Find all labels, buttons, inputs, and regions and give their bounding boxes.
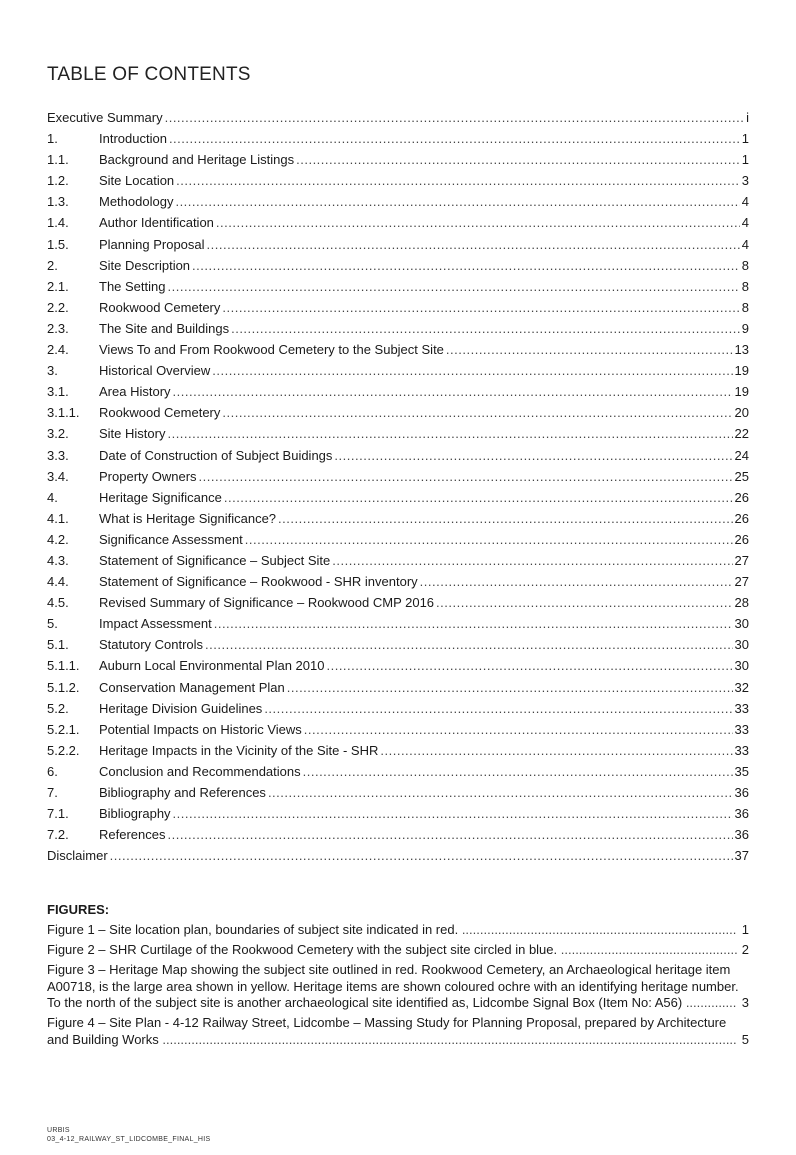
toc-entry-page: 33	[734, 742, 749, 758]
toc-entry-label: Views To and From Rookwood Cemetery to the Subject Site	[99, 342, 444, 358]
toc-entry-page: 3	[741, 173, 749, 189]
dot-leader: ...............................................................................................................................................................	[158, 1031, 737, 1047]
dot-leader	[212, 360, 732, 381]
toc-entry-number: 4.5.	[47, 595, 69, 611]
figure-entry[interactable]	[47, 922, 749, 939]
toc-entry-number: 3.4.	[47, 468, 69, 484]
toc-entry-label: Introduction	[99, 131, 167, 147]
toc-entry[interactable]	[47, 824, 749, 845]
toc-entry-number: 1.	[47, 131, 58, 147]
toc-entry-label: Author Identification	[99, 215, 214, 231]
toc-entry-number: 5.1.2.	[47, 679, 80, 695]
toc-entry[interactable]	[47, 740, 749, 761]
toc-entry[interactable]	[47, 297, 749, 318]
toc-entry-number: 3.	[47, 363, 58, 379]
toc-entry-number: 7.2.	[47, 827, 69, 843]
toc-entry-number: 7.1.	[47, 806, 69, 822]
toc-entry-label: Site Description	[99, 257, 191, 273]
toc-entry-number: 3.1.1.	[47, 405, 80, 421]
footer-company: URBIS	[47, 1127, 70, 1134]
dot-leader	[326, 655, 732, 676]
toc-entry-label: Site Location	[99, 173, 175, 189]
toc-entry-page: 27	[734, 574, 749, 590]
dot-leader	[169, 128, 740, 149]
toc-entry[interactable]	[47, 761, 749, 782]
toc-entry-label: Conservation Management Plan	[99, 679, 285, 695]
toc-entry-label: Background and Heritage Listings	[99, 152, 295, 168]
toc-entry-page: 27	[734, 552, 749, 568]
toc-entry[interactable]	[47, 803, 749, 824]
toc-entry[interactable]	[47, 571, 749, 592]
toc-entry-page: 28	[734, 595, 749, 611]
dot-leader	[205, 634, 732, 655]
figure-entry-text: Figure 1 – Site location plan, boundaries of subject site indicated in red.	[47, 922, 459, 937]
toc-entry-page: 25	[734, 468, 749, 484]
toc-entry[interactable]	[47, 677, 749, 698]
page-title: TABLE OF CONTENTS	[47, 64, 251, 85]
toc-entry-label: Significance Assessment	[99, 531, 243, 547]
toc-entry-page: 33	[734, 721, 749, 737]
toc-entry-page: 22	[734, 426, 749, 442]
dot-leader	[224, 487, 733, 508]
toc-entry-label: Impact Assessment	[99, 616, 212, 632]
toc-entry-label: Heritage Significance	[99, 489, 222, 505]
toc-entry-number: 4.2.	[47, 531, 69, 547]
toc-entry[interactable]	[47, 487, 749, 508]
figure-entry-page: 1	[741, 922, 749, 937]
figure-entry[interactable]	[47, 962, 749, 1012]
toc-entry-page: 19	[734, 363, 749, 379]
toc-entry[interactable]	[47, 128, 749, 149]
toc-entry-label: Bibliography	[99, 806, 171, 822]
toc-entry-number: 3.1.	[47, 384, 69, 400]
toc-entry-label: The Site and Buildings	[99, 320, 230, 336]
toc-entry[interactable]	[47, 402, 749, 423]
toc-entry-page: 30	[734, 637, 749, 653]
toc-entry[interactable]	[47, 170, 749, 191]
figure-entry-page: 5	[741, 1031, 749, 1047]
toc-entry-number: 1.2.	[47, 173, 69, 189]
toc-entry-number: 3.3.	[47, 447, 69, 463]
toc-entry-label: Rookwood Cemetery	[99, 405, 221, 421]
toc-entry-number: 1.1.	[47, 152, 69, 168]
figure-entry[interactable]	[47, 942, 749, 959]
dot-leader	[173, 381, 733, 402]
toc-entry[interactable]	[47, 719, 749, 740]
toc-entry-number: 4.4.	[47, 574, 69, 590]
figure-entry-text: Figure 4 – Site Plan - 4-12 Railway Street, Lidcombe – Massing Study for Planning Proposal, prepared by Architecture and Building Works	[47, 1015, 727, 1047]
toc-entry[interactable]	[47, 276, 749, 297]
figure-entry-page: 2	[741, 942, 749, 957]
toc-entry-page: 30	[734, 616, 749, 632]
dot-leader	[165, 107, 745, 128]
dot-leader	[303, 761, 733, 782]
toc-entry-page: 36	[734, 785, 749, 800]
toc-entry-number: 2.4.	[47, 342, 69, 358]
toc-entry-page: 9	[741, 320, 749, 336]
toc-entry-number: 2.1.	[47, 278, 69, 294]
dot-leader	[199, 466, 733, 487]
toc-entry-label: Statement of Significance – Subject Site	[99, 552, 331, 568]
toc-entry-label: Auburn Local Environmental Plan 2010	[99, 658, 325, 674]
toc-entry-label: Heritage Division Guidelines	[99, 700, 263, 716]
dot-leader	[222, 402, 732, 423]
toc-entry-number: 2.2.	[47, 299, 69, 315]
toc-entry-page: 13	[734, 342, 749, 358]
figures-heading: FIGURES:	[47, 902, 110, 917]
dot-leader	[231, 318, 740, 339]
toc-entry-label: Executive Summary	[47, 110, 163, 125]
toc-entry-number: 5.	[47, 616, 58, 632]
toc-entry[interactable]	[47, 550, 749, 571]
toc-entry-number: 5.1.	[47, 637, 69, 653]
dot-leader: .................................................	[557, 942, 738, 957]
toc-entry-label: References	[99, 827, 166, 843]
dot-leader	[168, 276, 740, 297]
dot-leader	[268, 782, 733, 803]
toc-entry-page: 35	[734, 763, 749, 779]
toc-entry-page: 24	[734, 447, 749, 463]
toc-entry-number: 1.3.	[47, 194, 69, 210]
page-footer	[47, 1126, 210, 1144]
toc-entry[interactable]	[47, 149, 749, 170]
toc-entry-number: 4.1.	[47, 510, 69, 526]
toc-entry-number: 7.	[47, 785, 58, 800]
figure-entry-text: Figure 2 – SHR Curtilage of the Rookwood Cemetery with the subject site circled in blue.	[47, 942, 558, 957]
toc-entry[interactable]	[47, 318, 749, 339]
table-of-contents	[47, 107, 749, 866]
toc-entry-page: i	[746, 110, 749, 125]
dot-leader	[167, 423, 732, 444]
dot-leader	[192, 255, 740, 276]
dot-leader	[436, 592, 732, 613]
dot-leader	[446, 339, 733, 360]
toc-entry-label: Area History	[99, 384, 171, 400]
toc-entry-number: 2.3.	[47, 320, 69, 336]
toc-entry[interactable]	[47, 466, 749, 487]
dot-leader	[175, 191, 739, 212]
toc-entry-label: Conclusion and Recommendations	[99, 763, 301, 779]
toc-entry-label: Property Owners	[99, 468, 197, 484]
toc-entry-page: 36	[734, 827, 749, 843]
toc-entry[interactable]	[47, 634, 749, 655]
toc-entry-number: 5.2.	[47, 700, 69, 716]
toc-entry-number: 2.	[47, 257, 58, 273]
toc-entry-page: 8	[741, 278, 749, 294]
toc-entry[interactable]	[47, 529, 749, 550]
dot-leader	[222, 297, 739, 318]
document-page	[47, 0, 749, 1155]
toc-entry-label: The Setting	[99, 278, 166, 294]
toc-entry[interactable]	[47, 613, 749, 634]
dot-leader	[110, 845, 733, 866]
figure-entry-page: 3	[741, 995, 749, 1010]
dot-leader	[176, 170, 740, 191]
toc-entry[interactable]	[47, 234, 749, 255]
toc-entry-label: Methodology	[99, 194, 174, 210]
toc-entry-number: 4.3.	[47, 552, 69, 568]
toc-entry[interactable]	[47, 423, 749, 444]
toc-entry-number: 5.1.1.	[47, 658, 80, 674]
toc-entry[interactable]	[47, 845, 749, 866]
toc-entry-page: 33	[734, 700, 749, 716]
toc-entry-label: Revised Summary of Significance – Rookwood CMP 2016	[99, 595, 435, 611]
toc-entry[interactable]	[47, 698, 749, 719]
dot-leader	[245, 529, 733, 550]
toc-entry-number: 5.2.2.	[47, 742, 80, 758]
toc-entry-page: 26	[734, 531, 749, 547]
toc-entry-number: 6.	[47, 763, 58, 779]
toc-entry-label: Planning Proposal	[99, 236, 205, 252]
toc-entry[interactable]	[47, 107, 749, 128]
toc-entry-page: 37	[734, 848, 749, 864]
dot-leader	[173, 803, 733, 824]
toc-entry[interactable]	[47, 782, 749, 803]
toc-entry[interactable]	[47, 592, 749, 613]
figure-entry-text: Figure 3 – Heritage Map showing the subject site outlined in red. Rookwood Cemetery, an Archaeological heritage item A00718, is the large area shown in yellow. Heritage items are shown coloured ochre with an identifying heritage number. To the north of the subject site is another archaeological site identified as, Lidcombe Signal Box (Item No: A56)	[47, 962, 739, 1010]
toc-entry[interactable]	[47, 339, 749, 360]
dot-leader	[420, 571, 733, 592]
toc-entry-page: 26	[734, 510, 749, 526]
toc-entry[interactable]	[47, 191, 749, 212]
toc-entry-number: 1.4.	[47, 215, 69, 231]
figures-list	[47, 922, 749, 1052]
toc-entry-label: Heritage Impacts in the Vicinity of the Site - SHR	[99, 742, 379, 758]
toc-entry-page: 36	[734, 806, 749, 822]
dot-leader	[214, 613, 733, 634]
toc-entry-page: 4	[741, 194, 749, 210]
toc-entry-label: Statutory Controls	[99, 637, 204, 653]
dot-leader	[304, 719, 733, 740]
toc-entry-page: 4	[741, 215, 749, 231]
toc-entry-label: Historical Overview	[99, 363, 211, 379]
toc-entry-label: What is Heritage Significance?	[99, 510, 277, 526]
toc-entry-number: 3.2.	[47, 426, 69, 442]
footer-filename: 03_4-12_RAILWAY_ST_LIDCOMBE_FINAL_HIS	[47, 1136, 211, 1143]
toc-entry[interactable]	[47, 655, 749, 676]
toc-entry[interactable]	[47, 255, 749, 276]
toc-entry-label: Date of Construction of Subject Buidings	[99, 447, 333, 463]
dot-leader	[287, 677, 733, 698]
toc-entry-page: 1	[741, 131, 749, 147]
toc-entry-number: 4.	[47, 489, 58, 505]
toc-entry-page: 1	[741, 152, 749, 168]
toc-entry[interactable]	[47, 445, 749, 466]
toc-entry-page: 19	[734, 384, 749, 400]
dot-leader	[278, 508, 733, 529]
toc-entry[interactable]	[47, 360, 749, 381]
toc-entry[interactable]	[47, 508, 749, 529]
toc-entry-page: 30	[734, 658, 749, 674]
dot-leader	[167, 824, 732, 845]
dot-leader	[334, 445, 732, 466]
dot-leader	[264, 698, 732, 719]
dot-leader: ..............	[682, 995, 737, 1010]
dot-leader	[380, 740, 732, 761]
dot-leader	[207, 234, 740, 255]
toc-entry-label: Statement of Significance – Rookwood - SHR inventory	[99, 574, 418, 590]
toc-entry-number: 1.5.	[47, 236, 69, 252]
toc-entry-label: Bibliography and References	[99, 785, 266, 800]
dot-leader	[216, 212, 740, 233]
toc-entry-label: Disclaimer	[47, 848, 108, 864]
toc-entry-label: Potential Impacts on Historic Views	[99, 721, 302, 737]
toc-entry-label: Site History	[99, 426, 166, 442]
figure-entry[interactable]	[47, 1015, 749, 1048]
dot-leader: ............................................................................	[458, 922, 737, 937]
dot-leader	[296, 149, 740, 170]
toc-entry-number: 5.2.1.	[47, 721, 80, 737]
toc-entry-page: 32	[734, 679, 749, 695]
toc-entry-page: 8	[741, 299, 749, 315]
toc-entry[interactable]	[47, 212, 749, 233]
toc-entry-page: 20	[734, 405, 749, 421]
toc-entry-page: 8	[741, 257, 749, 273]
toc-entry[interactable]	[47, 381, 749, 402]
toc-entry-label: Rookwood Cemetery	[99, 299, 221, 315]
toc-entry-page: 26	[734, 489, 749, 505]
toc-entry-page: 4	[741, 236, 749, 252]
dot-leader	[332, 550, 732, 571]
